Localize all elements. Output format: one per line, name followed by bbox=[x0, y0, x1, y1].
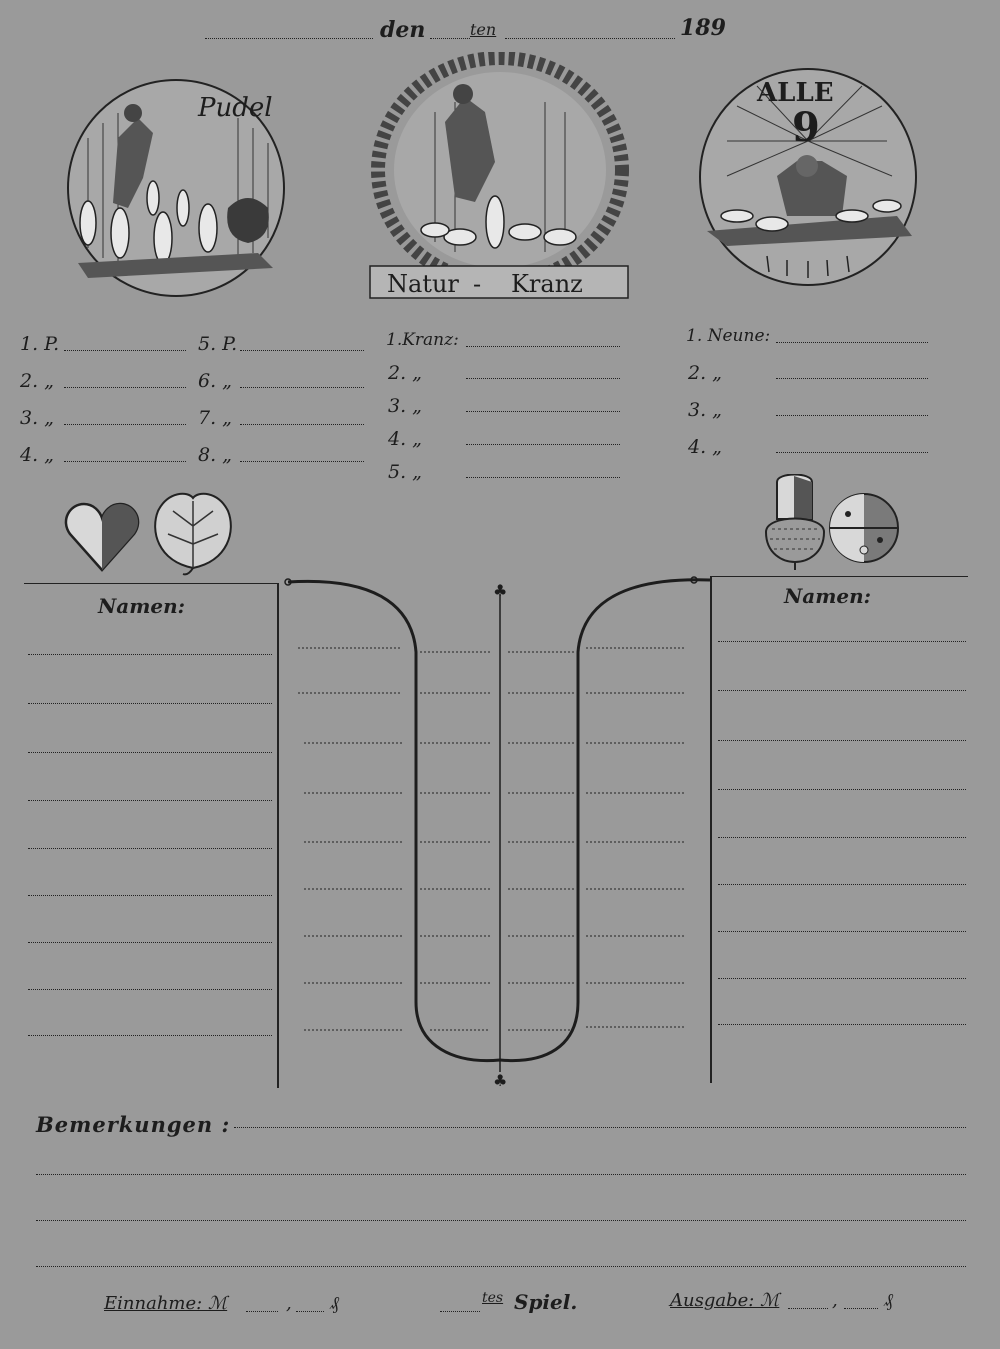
alle-neune-emblem bbox=[697, 66, 919, 292]
alle-label: ALLE bbox=[757, 78, 834, 108]
name-line[interactable] bbox=[718, 641, 966, 642]
kranz-label-left: Natur bbox=[387, 270, 459, 298]
name-line[interactable] bbox=[28, 895, 272, 896]
einnahme-comma: , bbox=[286, 1293, 292, 1314]
name-line[interactable] bbox=[28, 703, 272, 704]
name-line[interactable] bbox=[718, 837, 966, 838]
name-line[interactable] bbox=[28, 800, 272, 801]
neune-entry-line[interactable] bbox=[776, 415, 928, 416]
kranz-entry-line[interactable] bbox=[466, 346, 620, 347]
leaf-icon bbox=[148, 486, 238, 580]
pudel-entry-line[interactable] bbox=[64, 461, 186, 462]
pudel-emblem bbox=[58, 78, 298, 302]
svg-text:-: - bbox=[473, 270, 482, 298]
heart-icon bbox=[64, 500, 140, 578]
pudel-entry-label: 1. P. bbox=[20, 333, 60, 355]
svg-text:♣: ♣ bbox=[493, 1071, 508, 1090]
acorn-icon bbox=[762, 474, 828, 574]
ausgabe-label: Ausgabe: ℳ bbox=[670, 1290, 780, 1311]
remarks-line[interactable] bbox=[36, 1174, 966, 1175]
pudel-entry-line[interactable] bbox=[240, 387, 364, 388]
date-rest-line[interactable] bbox=[505, 38, 675, 39]
bowling-lane-diagram bbox=[280, 572, 720, 1104]
einnahme-pfennig-field[interactable] bbox=[296, 1311, 324, 1312]
pudel-entry-label: 4. „ bbox=[20, 444, 55, 466]
name-line[interactable] bbox=[28, 989, 272, 990]
pudel-entry-line[interactable] bbox=[64, 387, 186, 388]
remarks-line[interactable] bbox=[36, 1266, 966, 1267]
name-line[interactable] bbox=[718, 931, 966, 932]
ausgabe-mark-field[interactable] bbox=[788, 1308, 828, 1309]
pudel-entry-line[interactable] bbox=[240, 350, 364, 351]
ausgabe-comma: , bbox=[832, 1290, 838, 1311]
kranz-entry-label: 5. „ bbox=[388, 461, 423, 483]
einnahme-label: Einnahme: ℳ bbox=[104, 1293, 228, 1314]
header-den: den bbox=[380, 17, 426, 43]
pudel-entry-label: 5. P. bbox=[198, 333, 238, 355]
pudel-entry-line[interactable] bbox=[240, 461, 364, 462]
game-number-field[interactable] bbox=[440, 1311, 480, 1312]
kranz-entry-label: 3. „ bbox=[388, 395, 423, 417]
bell-icon bbox=[826, 490, 902, 570]
ausgabe-pfennig: ₰ bbox=[884, 1290, 893, 1311]
pudel-entry-line[interactable] bbox=[64, 350, 186, 351]
pudel-entry-label: 3. „ bbox=[20, 407, 55, 429]
remarks-line[interactable] bbox=[234, 1127, 966, 1128]
neune-entry-label: 2. „ bbox=[688, 362, 723, 384]
kranz-entry-line[interactable] bbox=[466, 477, 620, 478]
pudel-entry-label: 2. „ bbox=[20, 370, 55, 392]
kranz-entry-label: 4. „ bbox=[388, 428, 423, 450]
neune-entry-line[interactable] bbox=[776, 378, 928, 379]
tes-label: tes bbox=[482, 1290, 504, 1306]
pudel-entry-label: 8. „ bbox=[198, 444, 233, 466]
right-panel-title: Namen: bbox=[784, 584, 872, 608]
remarks-label: Bemerkungen : bbox=[36, 1112, 231, 1137]
kranz-entry-line[interactable] bbox=[466, 411, 620, 412]
kranz-entry-line[interactable] bbox=[466, 378, 620, 379]
kranz-entry-label: 1.Kranz: bbox=[386, 330, 459, 350]
header-year: 189 bbox=[680, 15, 726, 41]
kranz-label-right: Kranz bbox=[511, 270, 583, 298]
name-line[interactable] bbox=[718, 789, 966, 790]
name-line[interactable] bbox=[28, 654, 272, 655]
pudel-entry-line[interactable] bbox=[240, 424, 364, 425]
neune-entry-line[interactable] bbox=[776, 342, 928, 343]
date-day-line[interactable] bbox=[205, 38, 373, 39]
einnahme-mark-field[interactable] bbox=[246, 1311, 278, 1312]
neune-entry-label: 4. „ bbox=[688, 436, 723, 458]
name-line[interactable] bbox=[28, 848, 272, 849]
left-panel-title: Namen: bbox=[98, 594, 186, 618]
name-line[interactable] bbox=[718, 690, 966, 691]
svg-text:♣: ♣ bbox=[493, 581, 508, 600]
nine-label: 9 bbox=[792, 104, 820, 151]
neune-entry-label: 3. „ bbox=[688, 399, 723, 421]
ausgabe-pfennig-field[interactable] bbox=[844, 1308, 878, 1309]
name-line[interactable] bbox=[28, 942, 272, 943]
einnahme-pfennig: ₰ bbox=[330, 1293, 339, 1314]
pudel-entry-label: 6. „ bbox=[198, 370, 233, 392]
neune-entry-line[interactable] bbox=[776, 452, 928, 453]
neune-entry-label: 1. Neune: bbox=[686, 326, 771, 346]
header-ten: ten bbox=[470, 20, 497, 39]
kranz-entry-line[interactable] bbox=[466, 444, 620, 445]
name-line[interactable] bbox=[28, 752, 272, 753]
name-line[interactable] bbox=[718, 740, 966, 741]
name-line[interactable] bbox=[718, 884, 966, 885]
kranz-emblem bbox=[365, 52, 635, 311]
pudel-entry-line[interactable] bbox=[64, 424, 186, 425]
name-line[interactable] bbox=[28, 1035, 272, 1036]
spiel-label: Spiel. bbox=[514, 1290, 578, 1314]
pudel-label: Pudel bbox=[198, 93, 273, 123]
kranz-entry-label: 2. „ bbox=[388, 362, 423, 384]
remarks-line[interactable] bbox=[36, 1220, 966, 1221]
date-month-line[interactable] bbox=[430, 38, 470, 39]
name-line[interactable] bbox=[718, 1024, 966, 1025]
name-line[interactable] bbox=[718, 978, 966, 979]
pudel-entry-label: 7. „ bbox=[198, 407, 233, 429]
